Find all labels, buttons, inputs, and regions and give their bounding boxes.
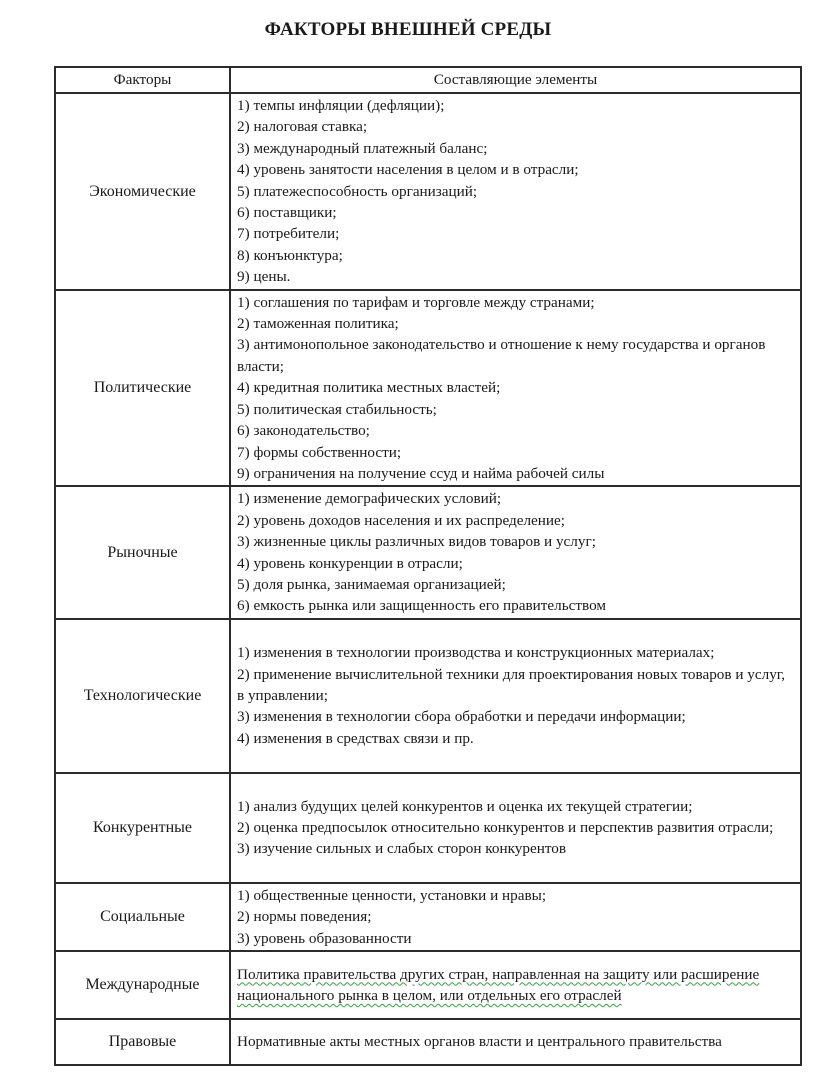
page-title: ФАКТОРЫ ВНЕШНЕЙ СРЕДЫ: [264, 19, 552, 40]
element-item: 4) уровень занятости населения в целом и в отрасли;: [237, 161, 579, 179]
environment-factors-table: [54, 66, 802, 1066]
factor-cell: Экономические: [55, 93, 230, 290]
element-item: 3) жизненные циклы различных видов товаров и услуг;: [237, 533, 596, 551]
element-item: 3) изменения в технологии сбора обработки и передачи информации;: [237, 708, 686, 726]
header-factors: Факторы: [55, 67, 230, 93]
element-item: 9) цены.: [237, 268, 291, 286]
factor-cell: Правовые: [55, 1019, 230, 1065]
element-item: 2) применение вычислительной техники для проектирования новых товаров и услуг, в управлении;: [237, 665, 786, 705]
element-item: 9) ограничения на получение ссуд и найма рабочей силы: [237, 464, 605, 482]
elements-cell: [230, 93, 801, 290]
element-item: 2) таможенная политика;: [237, 315, 399, 333]
element-item: 7) формы собственности;: [237, 443, 402, 461]
elements-cell: [230, 486, 801, 618]
element-item: 2) налоговая ставка;: [237, 118, 368, 136]
element-item: 7) потребители;: [237, 225, 340, 243]
element-item: 1) соглашения по тарифам и торговле между странами;: [237, 293, 595, 311]
table-row-social: [55, 883, 801, 951]
element-item: 2) нормы поведения;: [237, 908, 372, 926]
elements-cell: [230, 1019, 801, 1065]
element-item: 3) изучение сильных и слабых сторон конкурентов: [237, 840, 567, 858]
element-item: Нормативные акты местных органов власти и центрального правительства: [237, 1033, 722, 1051]
factor-cell: Рыночные: [55, 486, 230, 618]
table-row-legal: [55, 1019, 801, 1065]
element-item: 5) платежеспособность организаций;: [237, 182, 478, 200]
element-item: 6) поставщики;: [237, 204, 337, 222]
element-item: 1) изменение демографических условий;: [237, 490, 502, 508]
element-item: 4) изменения в средствах связи и пр.: [237, 729, 474, 747]
element-item: 4) кредитная политика местных властей;: [237, 379, 501, 397]
element-item: 1) изменения в технологии производства и конструкционных материалах;: [237, 644, 715, 662]
element-item: Политика правительства других стран, направленная на защиту или расширение национального рынка в целом, или отдельных его отраслей: [237, 965, 760, 1004]
elements-cell: [230, 290, 801, 487]
element-item: 1) темпы инфляции (дефляции);: [237, 97, 445, 114]
element-item: 1) общественные ценности, установки и нравы;: [237, 886, 547, 904]
factor-cell: Конкурентные: [55, 773, 230, 883]
element-item: 3) международный платежный баланс;: [237, 139, 488, 157]
table-row-technological: [55, 619, 801, 773]
factor-cell: Политические: [55, 290, 230, 487]
element-item: 2) оценка предпосылок относительно конкурентов и перспектив развития отрасли;: [237, 819, 774, 837]
element-item: 5) доля рынка, занимаемая организацией;: [237, 575, 506, 593]
table-row-political: [55, 290, 801, 487]
element-item: 8) конъюнктура;: [237, 246, 343, 264]
element-item: 3) антимонопольное законодательство и отношение к нему государства и органов власти;: [237, 336, 766, 375]
element-item: 6) емкость рынка или защищенность его правительством: [237, 597, 607, 615]
element-item: 2) уровень доходов населения и их распределение;: [237, 511, 565, 529]
factor-cell: Международные: [55, 951, 230, 1019]
header-elements: Составляющие элементы: [230, 67, 801, 93]
elements-cell: [230, 883, 801, 951]
table-header-row: [55, 67, 801, 93]
table-row-market: [55, 486, 801, 618]
elements-cell: [230, 773, 801, 883]
table-row-economic: [55, 93, 801, 290]
factor-cell: Социальные: [55, 883, 230, 951]
element-item: 3) уровень образованности: [237, 929, 412, 947]
table-row-competitive: [55, 773, 801, 883]
element-item: 1) анализ будущих целей конкурентов и оценка их текущей стратегии;: [237, 797, 693, 815]
elements-cell: [230, 951, 801, 1019]
elements-cell: [230, 619, 801, 773]
element-item: 4) уровень конкуренции в отрасли;: [237, 554, 463, 572]
element-item: 6) законодательство;: [237, 422, 370, 440]
element-item: 5) политическая стабильность;: [237, 400, 437, 418]
factor-cell: Технологические: [55, 619, 230, 773]
table-row-international: [55, 951, 801, 1019]
